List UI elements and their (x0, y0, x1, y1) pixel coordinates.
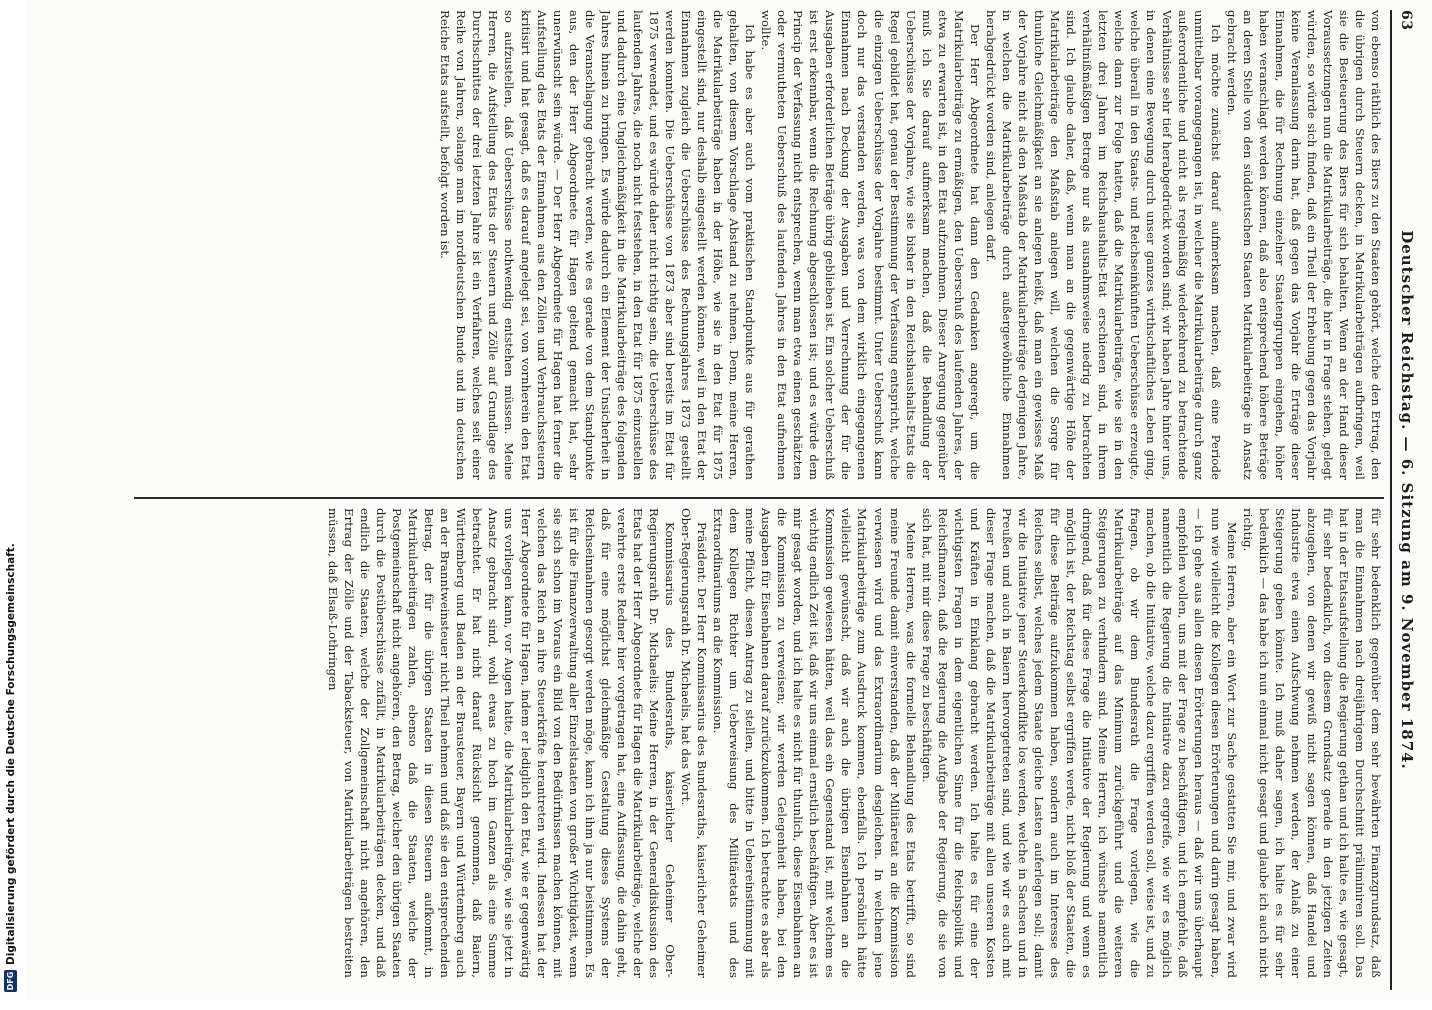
paragraph: von ebenso räthlich des Biers zu den Staaten gehört, welche den Ertrag, den die übrigen durch Steuern decken, in Matrikularbeiträgen aufbringen, weil sie die Besteuerung des Biers für sich behalten. Wenn an der Hand dieser Voraussetzungen nun die Matrikularbeiträge, die hier in Frage stehen, gelegt würden, so würde sich finden, daß ein Theil der Erhebung gegen das Vorjahr keine Veranlassung darin hat, daß gegen das Vorjahr die Erträge dieser Einnahmen, die für Rechnung einzelner Staatengruppen eingehen, höher haben veranschlagt werden können, daß also entsprechend höhere Beträge an deren Stelle von den süddeutschen Staaten Matrikularbeiträge in Ansatz gebracht werden. (1224, 10, 1383, 480)
digitization-credit (4, 543, 17, 992)
credit-text: Digitalisierung gefördert durch die Deutsche Forschungsgemeinschaft. (4, 543, 17, 965)
speaker-paragraph: Präsident: Der Herr Kommissarius des Bundesraths, kaiserlicher Geheimer Ober-Regierungsrath Dr. Michaelis, hat das Wort. (678, 508, 710, 978)
rotated-page-content (86, 10, 1416, 1010)
paragraph: Der Herr Abgeordnete hat dann den Gedanken angeregt, um die Matrikularbeiträge zu ermäßigen, den Ueberschuß des laufenden Jahres, der etwa zu erwarten ist, in den Etat aufzunehmen. Dieser Anregung gegenüber muß ich Sie darauf aufmerksam machen, daß die Behandlung der Ueberschüsse der Vorjahre, wie sie bisher in den Reichshaushalts-Etats die Regel gebildet hat, genau der Bestimmung der Verfassung entspricht, welche die einzigen Ueberschüsse der Vorjahre bestimmt. Unter Ueberschuß kann doch nur das verstanden werden, was von dem wirklich eingegangenen Einnahmen nach Deckung der Ausgaben und Verrechnung der für die Ausgaben erforderlichen Beträge übrig geblieben ist. Ein solcher Ueberschuß ist erst erkennbar, wenn die Rechnung abgeschlossen ist; und es würde dem Princip der Verfassung nicht entsprechen, wenn man etwa einen geschätzten oder vermutheten Ueberschuß des laufenden Jahres in den Etat aufnehmen wollte. (759, 10, 982, 480)
paragraph: Meine Herren, aber ein Wort zur Sache gestatten Sie mir, und zwar wird nun wie vielleicht die Kollegen diesen Erörterungen und darin gesagt haben, — ich gehe aus allen diesen Erörterungen heraus — daß wir uns überhaupt empfehlen wollen, uns mit der Frage zu beschäftigen, und ich empfehle, daß namentlich die Regierung die Initiative dazu ergreife, wie wir es möglich machen, ob die Initiative, welche dazu ergriffen werden soll, weise ist, und zu fragen, ob wir dem Bundesrath die Frage vorlegen, wie die Matrikularbeiträge auf das Minimum zurückgeführt und die weiteren Steigerungen zu verhindern sind. Meine Herren, ich wünsche namentlich dringend, daß für diese Frage die Initiative der Regierung und wenn es möglich ist, der Reichstag selbst ergriffen werde, nicht bloß der Staaten, die für diese Beiträge aufzukommen haben, sondern auch im Interesse des Reiches selbst, welches jedem Staate gleiche Lasten auferlegen soll; damit wir die Initiative jener Steuerkonflikte los werden, welche in Sachsen und in Preußen und auch in Baiern hervorgetreten sind, und wie wir es auch mit dieser Frage machen, daß die Matrikularbeiträge mit allen unseren Kosten und Kräften in Einklang gebracht werden. Ich halte es für eine der wichtigsten Fragen in dem eigentlichen Sinne für die Reichspolitik und Reichsfinanzen, daß die Regierung die Aufgabe der Regierung, die sie von sich hat, mit mir diese Frage zu beschäftigen. (919, 508, 1239, 978)
digitization-credit-bar (0, 0, 26, 1000)
paragraph: Ich habe es aber auch vom praktischen Standpunkte aus für gerathen gehalten, von diesem Vorschlage Abstand zu nehmen. Denn, meine Herren, die Matrikularbeiträge haben in der Höhe, wie sie in den Etat für 1875 eingestellt sind, nur deshalb eingestellt werden können, weil in den Etat der Einnahmen zugleich die Ueberschüsse des Rechnungsjahres 1873 gestellt werden konnten. Die Ueberschüsse von 1873 aber sind bereits im Etat für 1875 verwendet, und es würde daher nicht richtig sein, die Ueberschüsse des laufenden Jahres, die noch nicht feststehen, in den Etat für 1875 einzustellen und dadurch eine Ungleichmäßigkeit in die Matrikularbeiträge des folgenden Jahres hinein zu bringen. Es würde dadurch ein Element der Unsicherheit in die Veranschlagung gebracht werden, wie es gerade von dem Standpunkte aus, den der Herr Abgeordnete für Hagen geltend gemacht hat, sehr unerwünscht sein würde. — Der Herr Abgeordnete für Hagen hat ferner die Aufstellung des Etats der Einnahmen aus den Zöllen und Verbrauchssteuern kritisirt und hat gesagt, daß es darauf angelegt sei, von vornherein den Etat so aufzustellen, daß Ueberschüsse nothwendig entstehen müssen. Meine Herren, die Aufstellung des Etats der Steuern und Zölle auf Grundlage des Durchschnittes der drei letzten Jahre ist ein Verfahren, welches seit einer Reihe von Jahren, solange man im norddeutschen Bunde und im deutschen Reiche Etats aufstellt, befolgt worden ist. (438, 10, 758, 480)
running-head (1394, 10, 1416, 990)
paragraph: für sehr bedenklich gegenüber dem sehr bewährten Finanzgrundsatz, daß man die Einnahmen nach dreijährigem Durchschnitt präliminiren soll. Das hat in der Etatsaufstellung die Regierung gethan und ich halte es, wie gesagt, für sehr bedenklich, von diesem Grundsatz gerade in den jetzigen Zeiten abzugehen, von denen wir gewiß nicht sagen können, daß Handel und Industrie etwa einen Aufschwung nehmen werden, der Anlaß zu einer Steigerung geben könnte. Ich muß daher sagen, ich halte es für sehr bedenklich — das habe ich nun einmal nicht gesagt und glaube ich auch nicht richtig. (1240, 508, 1383, 978)
column-divider (134, 497, 1384, 499)
page-number: 63 (1398, 10, 1414, 31)
header-rule (1390, 10, 1392, 990)
paragraph: Meine Herren, was die formelle Behandlung des Etats betrifft, so sind meine Freunde damit einverstanden, daß der Militäretat an die Kommission verwiesen wird und das Extraordinarium desgleichen. In welchem jene Matrikularbeiträge zum Ausdruck kommen, ebenfalls. Ich persönlich hätte vielleicht gewünscht, daß wir auch die übrigen Eisenbahnen an die Kommission gewiesen hätten, weil das ein Gegenstand ist, mit welchem es wichtig endlich Zeit ist, daß wir uns einmal ernstlich beschäftigen. Aber es ist mir gesagt worden, und ich halte es nicht für thunlich, diese Eisenbahnen an die Kommission zu verweisen; wir werden Gelegenheit haben, bei den Ausgaben für Eisenbahnen darauf zurückzukommen. Ich betrachte es aber als meine Pflicht, diesen Antrag zu stellen, und bitte in Uebereinstimmung mit dem Kollegen Richter um Ueberweisung des Militäretats und des Extraordinariums an die Kommission. (711, 508, 918, 978)
dfg-logo: DFG (6, 971, 15, 991)
left-text-column (134, 10, 1384, 480)
running-title: Deutscher Reichstag. — 6. Sitzung am 9. November 1874. (1398, 230, 1416, 770)
right-text-column (134, 508, 1384, 978)
speaker-paragraph: Kommissarius des Bundesraths, kaiserlicher Geheimer Ober-Regierungsrath Dr. Michaelis: Meine Herren, in der Generaldiskussion des Etats hat der Herr Abgeordnete für Hagen die Matrikularbeiträge, welche der verehrte erste Redner hier vorgetragen hat, eine Auffassung, die dahin geht, daß für eine möglichst gleichmäßige Gestaltung dieses Systems der Reichseinnahmen gesorgt werden möge, kann ich ihm ja nur beistimmen. Es ist für die Finanzverwaltung aller Einzelstaaten von großer Wichtigkeit, wenn sie sich schon im Voraus ein Bild von den Bedürfnissen machen können, mit welchen das Reich an ihre Steuerkräfte herantreten wird. Indessen hat der Herr Abgeordnete für Hagen, indem er lediglich den Etat, wie er gegenwärtig uns vorliegen kann, vor Augen hatte, die Matrikularbeiträge, wie sie jetzt in Ansatz gebracht sind, wohl etwas zu hoch im Ganzen als eine Summe betrachtet. Er hat nicht darauf Rücksicht genommen, daß Baiern, Württemberg und Baden an der Brausteuer, Bayern und Württemberg auch an der Branntweinsteuer nicht Theil nehmen und daß sie den entsprechenden Betrag, der für die übrigen Staaten in diesen Steuern aufkommt, in Matrikularbeiträgen zahlen, ebenso daß die Staaten, welche der Postgemeinschaft nicht angehören, den Betrag, welcher den übrigen Staaten durch die Postüberschüsse zufällt, in Matrikularbeiträgen decken, und daß endlich die Staaten, welche der Zollgemeinschaft nicht angehören, den Ertrag der Zölle und der Tabacksteuer, von Matrikularbeiträgen bestreiten müssen, daß Elsaß-Lothringen (325, 508, 677, 978)
paragraph: Ich möchte zunächst darauf aufmerksam machen, daß eine Periode unmittelbar vorangegangen ist, in welcher die Matrikularbeiträge durch ganz außerordentliche und nicht als regelmäßig wiederkehrend zu betrachtende Verhältnisse sehr tief herabgedrückt worden sind; wir haben Jahre hinter uns, in denen eine Bewegung durch unser ganzes wirthschaftliches Leben ging, welche überall in den Staats- und Reichseinkünften Ueberschüsse erzeugte, welche dann zur Folge hatten, daß die Matrikularbeiträge, wie sie in den letzten drei Jahren im Reichshaushalts-Etat erschienen sind, in ihrem verhältnißmäßigen Betrage nur als ausnahmsweise niedrig zu betrachten sind. Ich glaube daher, daß, wenn man an die gegenwärtige Höhe der Matrikularbeiträge den Maßstab anlegen will, welchen die Sorge für thunliche Gleichmäßigkeit an sie anlegen heißt, daß man ein gewisses Maß der Vorjahre nicht als den Maßstab der Matrikularbeiträge derjenigen Jahre, in welchen die Matrikularbeiträge durch außergewöhnliche Einnahmen herabgedrückt worden sind, anlegen darf. (983, 10, 1223, 480)
